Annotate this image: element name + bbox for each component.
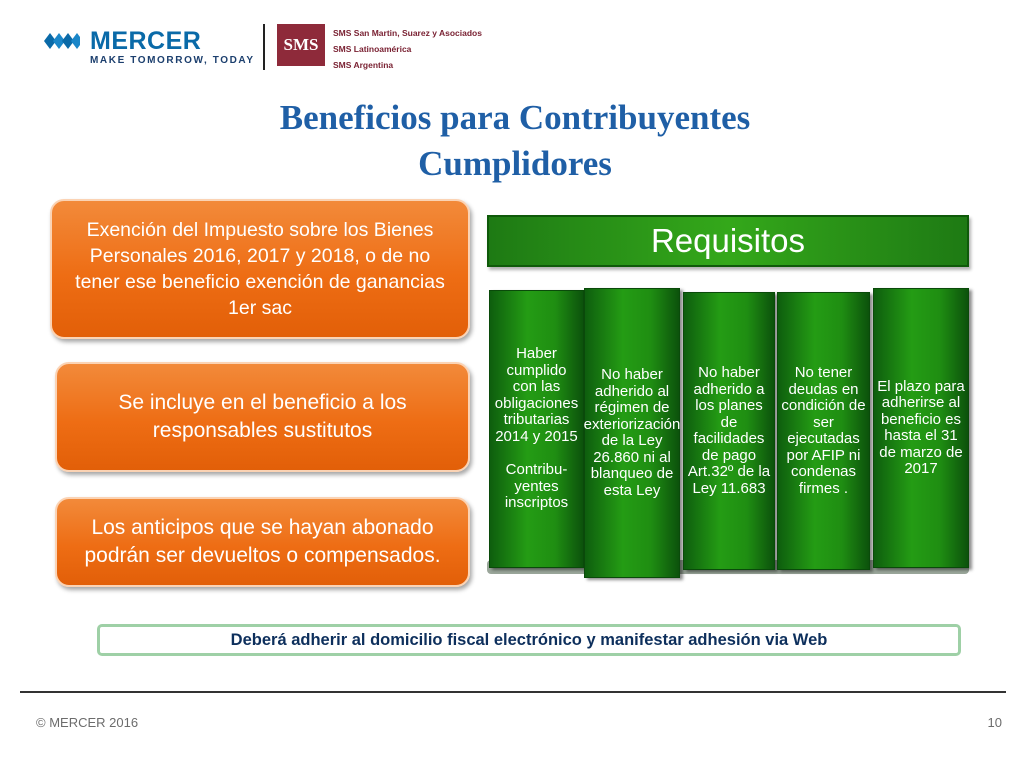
requisito-text: No haber adherido a los planes de facilidades de pago Art.32º de la Ley 11.683 <box>687 364 771 497</box>
requisito-no-payment-plans <box>683 292 775 570</box>
benefit-box-exemption: Exención del Impuesto sobre los Bienes Personales 2016, 2017 y 2018, o de no tener ese beneficio exención de ganancias 1er sac <box>50 199 470 339</box>
requisito-text: El plazo para adherirse al beneficio es hasta el 31 de marzo de 2017 <box>877 377 965 477</box>
page-title-line: Cumplidores <box>418 144 612 183</box>
requisitos-header: Requisitos <box>487 215 969 267</box>
mercer-name: MERCER <box>90 27 202 55</box>
requisito-text: Haber cumplido con las obligaciones tributarias 2014 y 2015 <box>494 345 579 445</box>
sms-logo: SMS <box>277 24 325 66</box>
page-title-line: Beneficios para Contribuyentes <box>279 98 751 137</box>
adhesion-note: Deberá adherir al domicilio fiscal electrónico y manifestar adhesión via Web <box>97 624 961 656</box>
requisito-extra-text: Contribu-yentes inscriptos <box>504 461 569 512</box>
page-title <box>150 95 880 187</box>
mercer-logo-icon <box>44 31 80 51</box>
requisito-text: No tener deudas en condición de ser ejecutadas por AFIP ni condenas firmes . <box>781 364 866 497</box>
footer-divider <box>20 691 1006 693</box>
requisito-text: No haber adherido al régimen de exteriorización de la Ley 26.860 ni al blanqueo de esta Ley <box>583 366 681 499</box>
requisito-no-exteriorization <box>584 288 680 578</box>
mercer-logo <box>44 27 254 72</box>
sms-line: SMS Argentina <box>333 60 394 70</box>
mercer-tagline: MAKE TOMORROW, TODAY <box>90 55 255 66</box>
requisito-no-debts <box>777 292 870 570</box>
sms-company-lines <box>333 25 482 73</box>
footer-copyright: © MERCER 2016 <box>36 715 139 730</box>
page-number: 10 <box>987 715 1002 730</box>
sms-line: SMS Latinoamérica <box>333 44 412 54</box>
requisito-deadline <box>873 288 969 568</box>
sms-line: SMS San Martin, Suarez y Asociados <box>333 28 482 38</box>
benefit-box-substitutes: Se incluye en el beneficio a los responsables sustitutos <box>55 362 470 472</box>
benefit-box-advances: Los anticipos que se hayan abonado podrán ser devueltos o compensados. <box>55 497 470 587</box>
requisito-tax-obligations <box>489 290 584 568</box>
logo-divider <box>263 24 265 70</box>
